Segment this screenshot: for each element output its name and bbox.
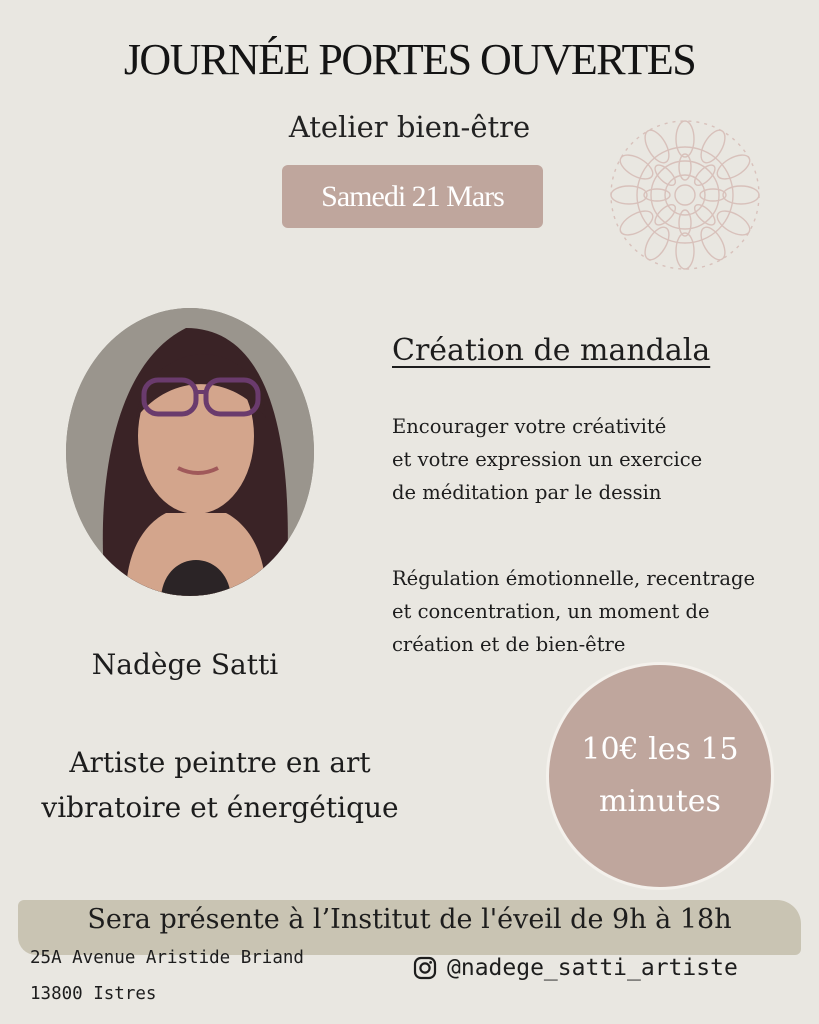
address-line-2: 13800 Istres bbox=[30, 984, 157, 1004]
instagram-icon bbox=[413, 956, 437, 980]
address-line-1: 25A Avenue Aristide Briand bbox=[30, 948, 304, 968]
date-badge: Samedi 21 Mars bbox=[282, 165, 543, 228]
artist-photo bbox=[66, 308, 314, 596]
instagram-handle: @nadege_satti_artiste bbox=[447, 955, 738, 981]
mandala-illustration bbox=[607, 117, 763, 273]
event-title: JOURNÉE PORTES OUVERTES bbox=[123, 35, 696, 84]
price-badge bbox=[546, 662, 774, 890]
workshop-description-1: Encourager votre créativité et votre expression un exercice de méditation par le dessin bbox=[392, 415, 703, 504]
artist-role: Artiste peintre en art vibratoire et énergétique bbox=[41, 746, 399, 824]
workshop-description-2: Régulation émotionnelle, recentrage et concentration, un moment de création et de bien-être bbox=[392, 567, 756, 656]
artist-name: Nadège Satti bbox=[91, 648, 279, 681]
portrait-illustration bbox=[66, 308, 314, 596]
presence-text: Sera présente à l’Institut de l'éveil de 9h à 18h bbox=[87, 904, 732, 935]
instagram-link[interactable] bbox=[413, 955, 738, 981]
price-text: 10€ les 15 minutes bbox=[581, 732, 739, 819]
workshop-title: Création de mandala bbox=[392, 333, 711, 368]
event-subtitle: Atelier bien-être bbox=[288, 110, 531, 144]
